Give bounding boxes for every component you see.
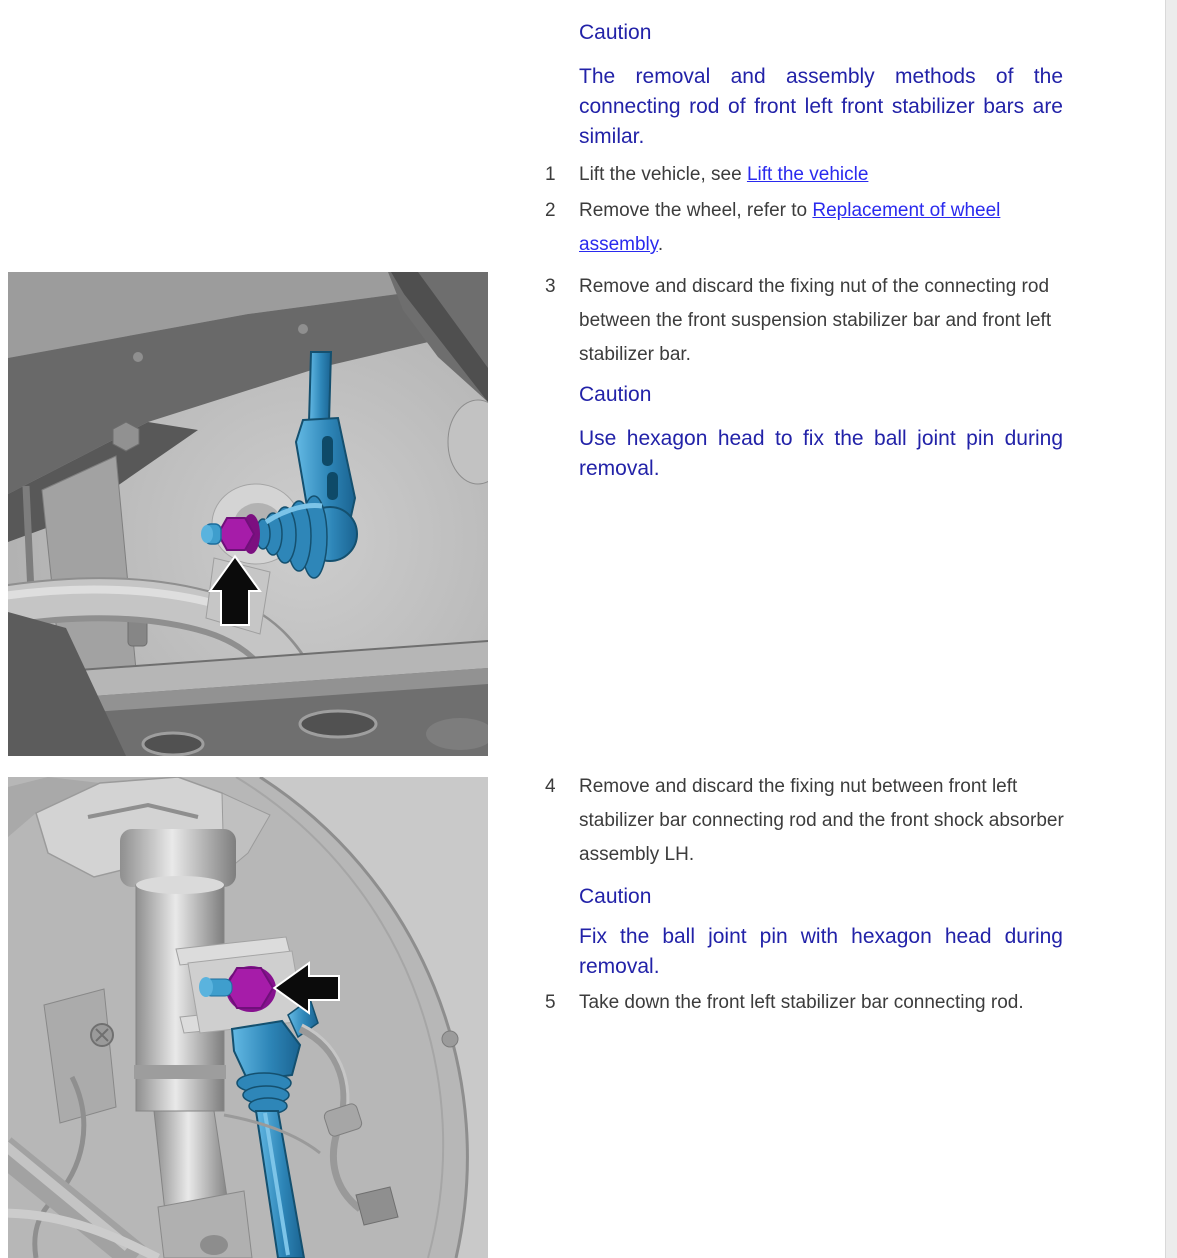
figure-stabilizer-link-ball-joint [8,272,488,756]
pin-tip-face [199,977,213,997]
procedure-text-lower [545,770,1069,1020]
lift-the-vehicle-link[interactable]: Lift the vehicle [746,164,869,185]
panel-bolt [133,352,143,362]
step-5 [545,986,1069,1020]
caution-paragraph: Use hexagon head to fix the ball joint pin during removal. [579,427,1063,480]
caution-paragraph: The removal and assembly methods of the connecting rod of front left front stabilizer bars are similar. [579,65,1063,148]
fixing-nut-highlight [218,518,254,550]
rod-slot [327,472,338,500]
step-4 [545,770,1069,872]
pin-tip-face [201,525,213,543]
procedure-text-upper [545,18,1069,484]
step-number: 1 [545,164,556,185]
shock-collar-ring [134,1065,226,1079]
vertical-scrollbar-track[interactable] [1165,0,1177,1258]
arch-bolt [442,1031,458,1047]
step-text [579,194,1069,262]
step-text-segment: Lift the vehicle, see [579,164,747,185]
step-number: 2 [545,200,556,221]
caution-heading: Caution [579,885,652,908]
hex-bolt [113,422,139,451]
figure-2-illustration [8,777,488,1258]
connecting-rod-shaft-highlight [309,352,331,422]
caution-heading: Caution [579,383,652,406]
step-text: Take down the front left stabilizer bar connecting rod. [579,992,1024,1013]
step-3 [545,270,1069,372]
figure-1-illustration [8,272,488,756]
foot-stub [200,1235,228,1255]
panel-bolt [298,324,308,334]
figure-shock-absorber-link-nut [8,777,488,1258]
caution-paragraph: Fix the ball joint pin with hexagon head during removal. [579,925,1063,978]
rod-slot [322,436,333,466]
caution-heading: Caution [579,21,652,44]
step-number: 3 [545,276,556,297]
step-text: Remove and discard the fixing nut of the connecting rod between the front suspension stabilizer bar and front left stabilizer bar. [579,276,1052,365]
step-text: Remove and discard the fixing nut between front left stabilizer bar connecting rod and the front shock absorber assembly LH. [579,776,1064,865]
subframe-hole [143,733,203,755]
step-number: 4 [545,776,556,797]
step-1 [545,158,1069,192]
shock-tube-top [136,876,224,894]
step-2 [545,194,1069,262]
replacement-of-wheel-assembly-link[interactable]: Replacement of wheel assembly [579,200,1001,255]
step-text-segment: Remove the wheel, refer to [579,200,813,221]
step-text-segment: . [657,234,664,255]
step-text [579,158,1069,192]
step-number: 5 [545,992,556,1013]
subframe-hole [300,711,376,737]
